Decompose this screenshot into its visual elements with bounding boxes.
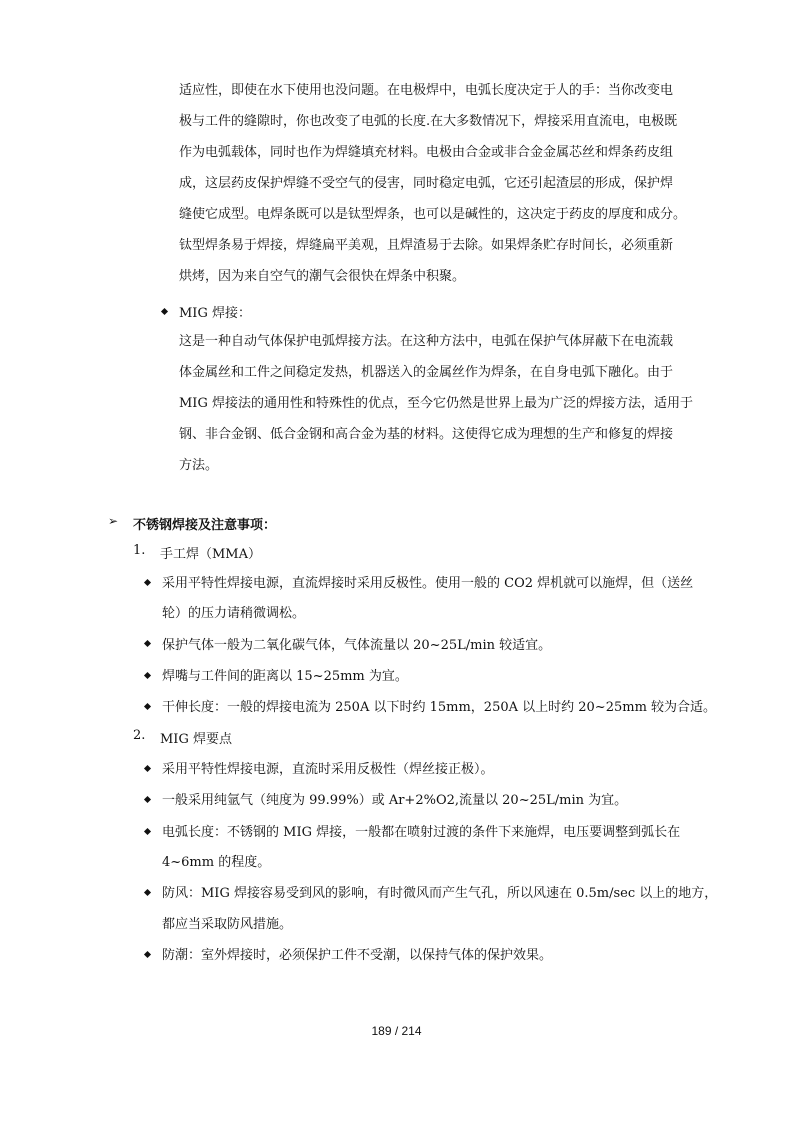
item2-bullet-2: 一般采用纯氩气（纯度为 99.99%）或 Ar+2%O2,流量以 20~25L/min 为宜。 — [162, 793, 628, 808]
item2-bullet-4: 防风：MIG 焊接容易受到风的影响，有时微风而产生气孔，所以风速在 0.5m/sec 以上的地方， — [162, 886, 718, 901]
item1-bullet-1: 采用平特性焊接电源，直流焊接时采用反极性。使用一般的 CO2 焊机就可以施焊，但（送丝 — [162, 576, 694, 591]
intro-line: 缝使它成型。电焊条既可以是钛型焊条，也可以是碱性的，这决定于药皮的厚度和成分。 — [179, 207, 687, 222]
item1-number: 1. — [133, 543, 146, 558]
mig-line: 这是一种自动气体保护电弧焊接方法。在这种方法中，电弧在保护气体屏蔽下在电流载 — [179, 334, 674, 349]
mig-line: 方法。 — [179, 458, 219, 473]
item2-bullet-5: 防潮：室外焊接时，必须保护工件不受潮，以保持气体的保护效果。 — [162, 948, 553, 963]
diamond-bullet-icon — [144, 579, 151, 586]
mig-bullet-label: MIG 焊接： — [179, 306, 251, 321]
page-number: 189 / 214 — [371, 1024, 422, 1038]
intro-paragraph — [179, 75, 719, 292]
item1-bullet-1-cont: 轮）的压力请稍微调松。 — [162, 606, 306, 621]
diamond-bullet-icon — [144, 640, 151, 647]
item2-bullet-3-cont: 4~6mm 的程度。 — [162, 855, 271, 870]
item2-bullet-3: 电弧长度：不锈钢的 MIG 焊接，一般都在喷射过渡的条件下来施焊，电压要调整到弧长在 — [162, 825, 681, 840]
diamond-bullet-icon — [144, 703, 151, 710]
mig-line: MIG 焊接法的通用性和特殊性的优点，至今它仍然是世界上最为广泛的焊接方法，适用于 — [179, 396, 693, 411]
item1-bullet-2: 保护气体一般为二氧化碳气体，气体流量以 20~25L/min 较适宜。 — [162, 638, 552, 653]
diamond-bullet-icon — [161, 308, 168, 315]
mig-line: 钢、非合金钢、低合金钢和高合金为基的材料。这使得它成为理想的生产和修复的焊接 — [179, 427, 674, 442]
intro-line: 作为电弧载体，同时也作为焊缝填充材料。电极由合金或非合金金属芯丝和焊条药皮组 — [179, 145, 674, 160]
arrow-bullet-icon: ➢ — [108, 514, 119, 528]
diamond-bullet-icon — [144, 951, 151, 958]
mig-line: 体金属丝和工件之间稳定发热，机器送入的金属丝作为焊条，在自身电弧下融化。由于 — [179, 365, 674, 380]
diamond-bullet-icon — [144, 765, 151, 772]
diamond-bullet-icon — [144, 796, 151, 803]
intro-line: 钛型焊条易于焊接，焊缝扁平美观，且焊渣易于去除。如果焊条贮存时间长，必须重新 — [179, 238, 674, 253]
item1-title: 手工焊（MMA） — [160, 547, 262, 562]
diamond-bullet-icon — [144, 889, 151, 896]
mig-paragraph — [179, 326, 719, 481]
diamond-bullet-icon — [144, 828, 151, 835]
item1-bullet-4: 干伸长度：一般的焊接电流为 250A 以下时约 15mm，250A 以上时约 20~25mm 较为合适。 — [162, 700, 717, 715]
intro-line: 适应性，即使在水下使用也没问题。在电极焊中，电弧长度决定于人的手：当你改变电 — [179, 83, 674, 98]
item2-number: 2. — [133, 728, 146, 743]
item2-bullet-4-cont: 都应当采取防风措施。 — [162, 917, 293, 932]
intro-line: 成，这层药皮保护焊缝不受空气的侵害，同时稳定电弧，它还引起渣层的形成，保护焊 — [179, 176, 674, 191]
section-heading: 不锈钢焊接及注意事项： — [133, 518, 277, 533]
intro-line: 烘烤，因为来自空气的潮气会很快在焊条中积聚。 — [179, 269, 466, 284]
diamond-bullet-icon — [144, 672, 151, 679]
intro-line: 极与工件的缝隙时，你也改变了电弧的长度.在大多数情况下，焊接采用直流电，电极既 — [179, 114, 678, 129]
item2-title: MIG 焊要点 — [160, 732, 232, 747]
item1-bullet-3: 焊嘴与工件间的距离以 15~25mm 为宜。 — [162, 669, 408, 684]
item2-bullet-1: 采用平特性焊接电源，直流时采用反极性（焊丝接正极）。 — [162, 762, 494, 777]
